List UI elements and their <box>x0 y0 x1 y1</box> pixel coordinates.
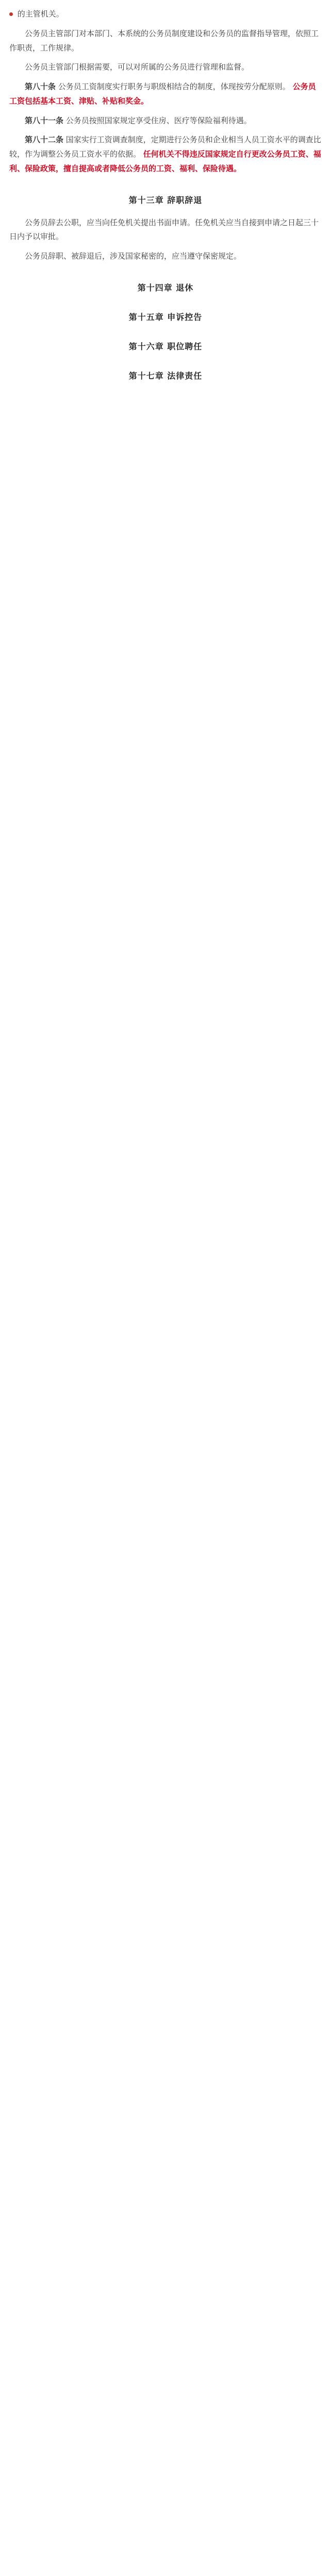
top-lead-text: 的主管机关。 <box>17 9 64 19</box>
chapter-title: 第十三章 辞职辞退 <box>128 195 203 205</box>
top-lead-line <box>9 7 322 22</box>
chapter-title: 第十四章 退休 <box>137 282 194 293</box>
article <box>9 114 322 128</box>
article-highlight: 任何机关不得违反国家规定自行更改公务员工资、福利、保险政策，擅自提高或者降低公务员的工资、福利、保险待遇。 <box>9 149 321 173</box>
article-text: 国家实行工资调查制度，定期进行公务员和企业相当人员工资水平的调查比较，作为调整公务员工资水平的依据。 <box>9 135 321 159</box>
bullet-dot-icon <box>9 12 13 16</box>
intro-paragraph: 公务员主管部门根据需要，可以对所属的公务员进行管理和监督。 <box>25 62 250 72</box>
article-label: 第八十二条 <box>25 135 64 145</box>
article-highlight: 公务员工资包括基本工资、津贴、补贴和奖金。 <box>9 82 316 106</box>
article <box>9 80 322 109</box>
intro-paragraph: 公务员主管部门对本部门、本系统的公务员制度建设和公务员的监督指导管理，依照工作职责，工作规律。 <box>9 28 319 53</box>
chapter-title: 第十六章 职位聘任 <box>128 341 203 351</box>
chapter-title: 第十五章 申诉控告 <box>128 312 203 322</box>
article <box>9 133 322 176</box>
continuation-paragraph: 公务员辞职、被辞退后，涉及国家秘密的，应当遵守保密规定。 <box>25 251 242 261</box>
article-label: 第八十一条 <box>25 115 64 125</box>
article-text: 公务员按照国家规定享受住房、医疗等保险福利待遇。 <box>65 115 252 125</box>
continuation-paragraph: 公务员辞去公职，应当向任免机关提出书面申请。任免机关应当自接到申请之日起三十日内予以审批。 <box>9 217 319 242</box>
article-text: 公务员工资制度实行职务与职级相结合的制度，体现按劳分配原则。 <box>58 82 290 91</box>
article-label: 第八十条 <box>25 82 56 91</box>
document-body <box>9 7 322 392</box>
chapter-title: 第十七章 法律责任 <box>128 370 203 381</box>
